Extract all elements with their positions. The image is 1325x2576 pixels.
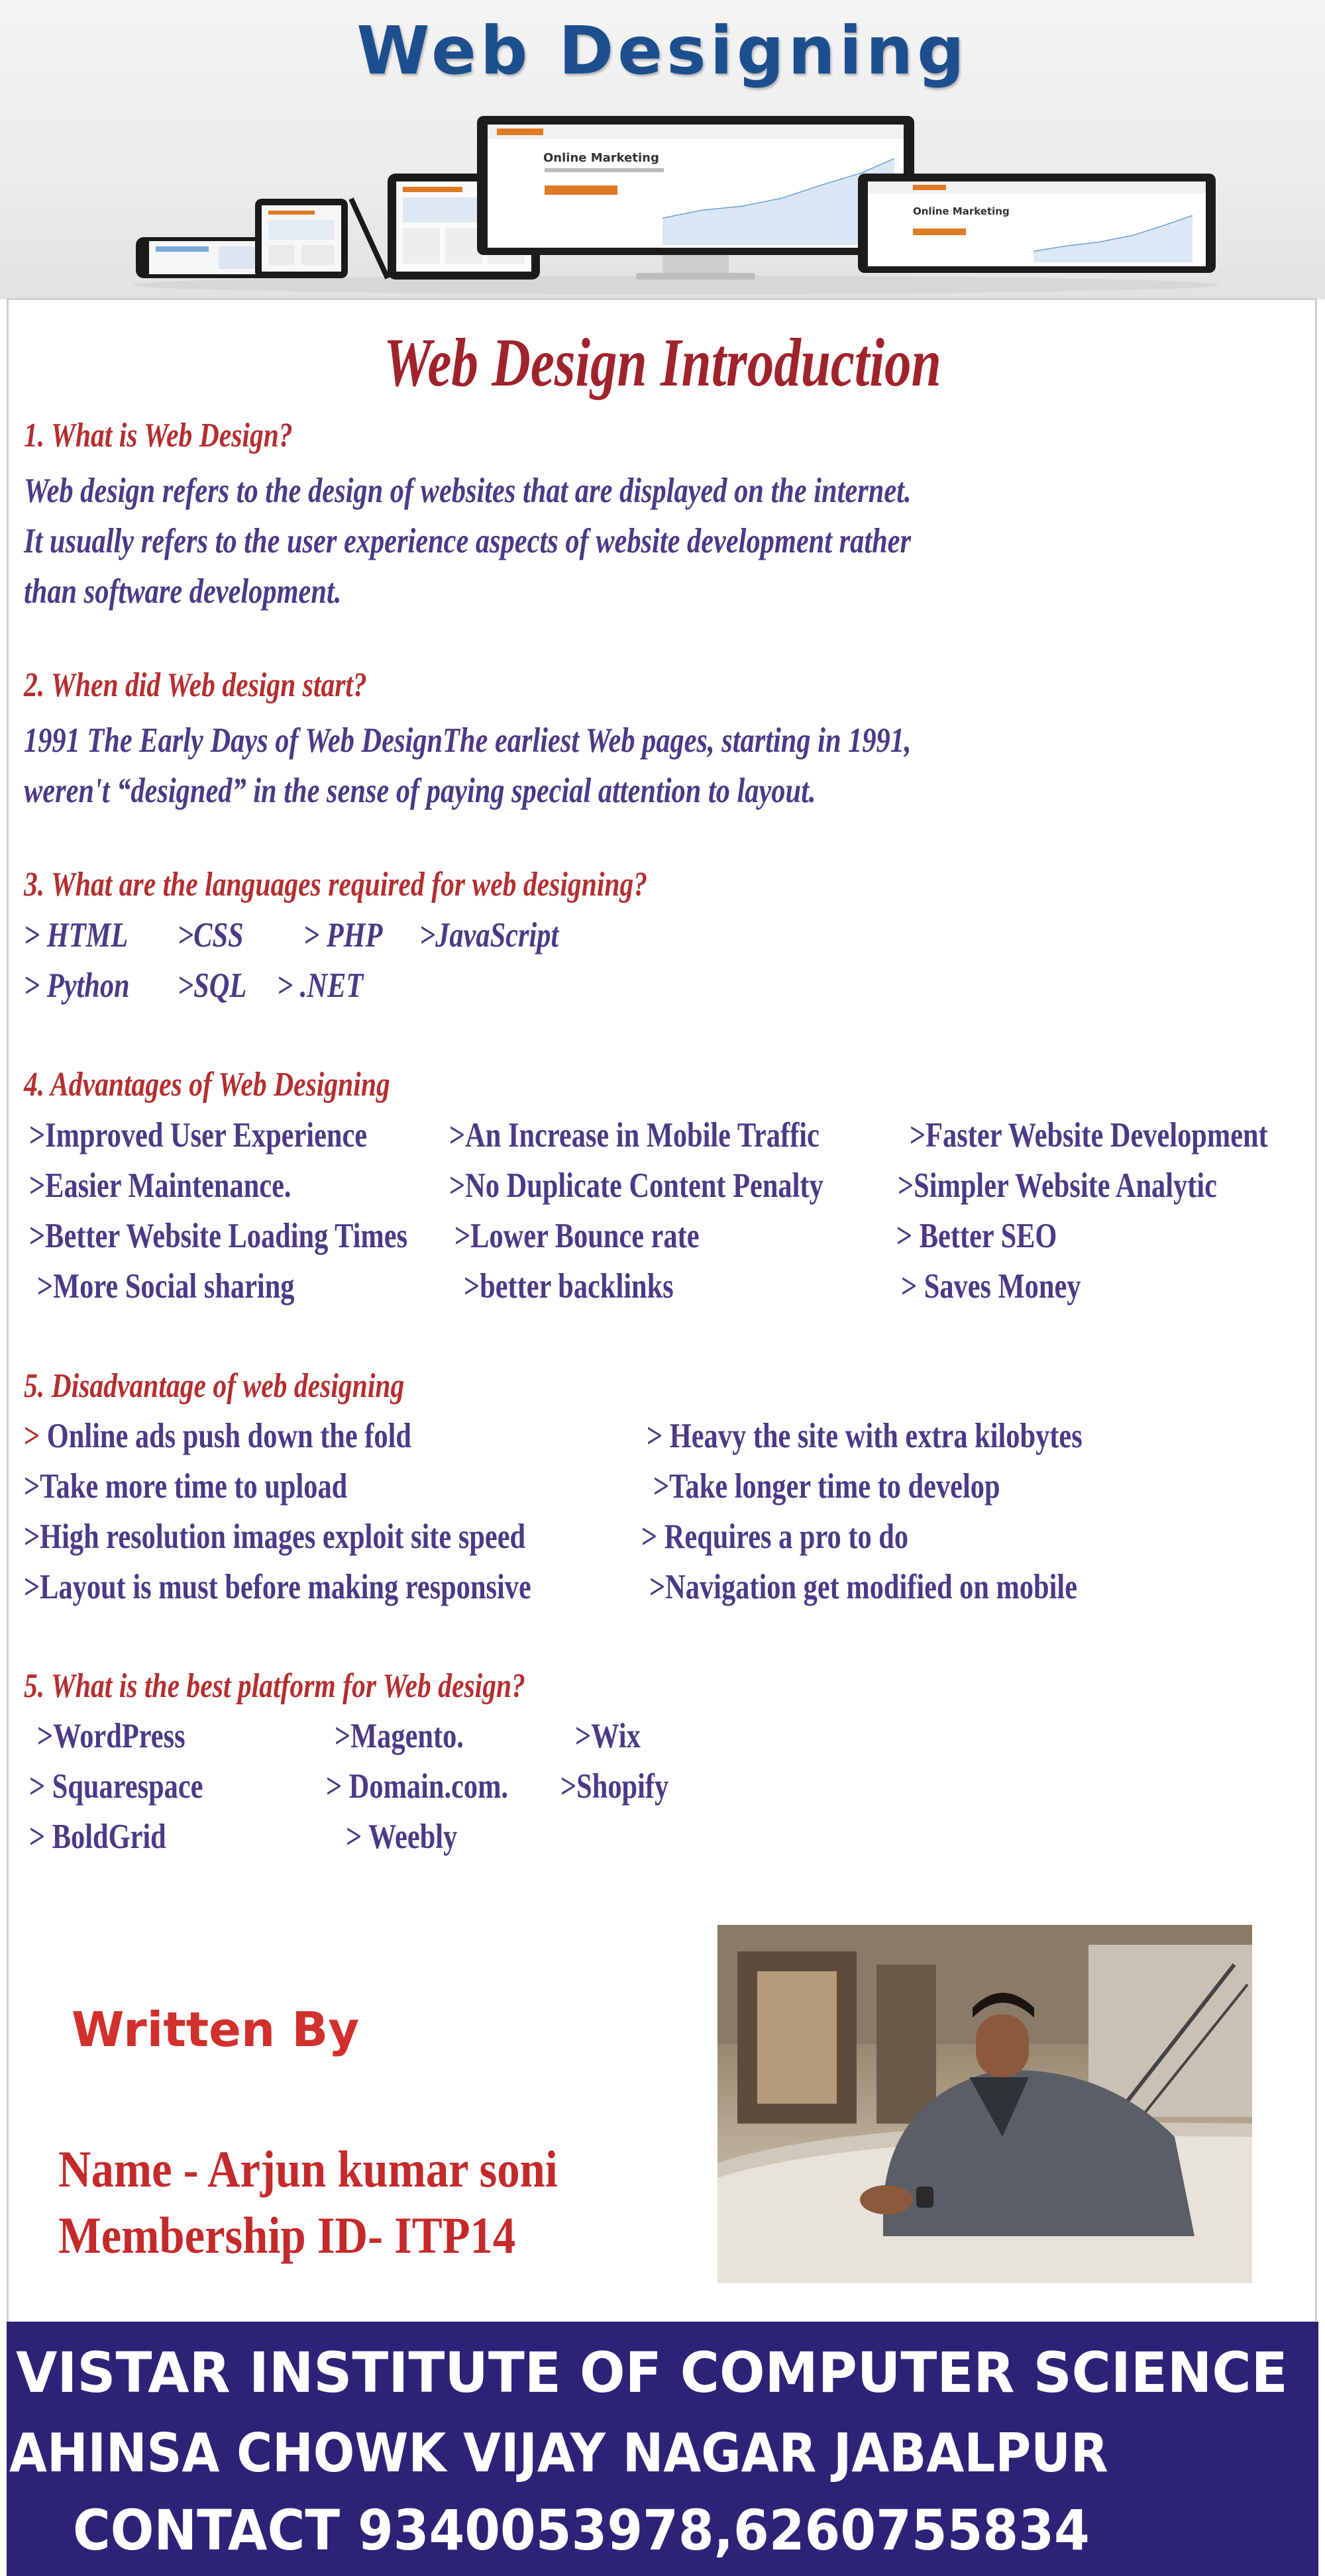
document-title: Web Design Introduction <box>384 325 941 401</box>
list-item: > Requires a pro to do <box>641 1518 909 1556</box>
question-advantages: 4. Advantages of Web Designing <box>24 1066 390 1104</box>
laptop-screen-heading: Online Marketing <box>913 205 1010 217</box>
question-when-did-web-design-start: 2. When did Web design start? <box>24 666 367 704</box>
list-item: >Simpler Website Analytic <box>898 1166 1217 1205</box>
list-item: > HTML <box>24 916 129 954</box>
list-item: >Faster Website Development <box>910 1116 1268 1155</box>
list-item: >Lower Bounce rate <box>454 1217 700 1255</box>
question-best-platform: 5. What is the best platform for Web design? <box>24 1667 525 1705</box>
list-item: >No Duplicate Content Penalty <box>449 1166 823 1205</box>
list-item: >Wix <box>575 1717 641 1755</box>
author-membership: Membership ID- ITP14 <box>58 2206 516 2264</box>
list-item: > Weebly <box>346 1818 458 1856</box>
list-item: >Easier Maintenance. <box>29 1166 292 1205</box>
list-item: >CSS <box>178 916 244 954</box>
question-languages: 3. What are the languages required for web designing? <box>24 866 648 903</box>
list-item: >Shopify <box>560 1767 669 1806</box>
list-item: > Domain.com. <box>326 1767 508 1806</box>
list-item: > Saves Money <box>901 1267 1081 1306</box>
list-item: >better backlinks <box>464 1267 674 1306</box>
list-item: > PHP <box>303 916 383 954</box>
author-photo-illustration <box>717 1925 1252 2283</box>
author-name: Name - Arjun kumar soni <box>58 2140 558 2198</box>
list-item: >Better Website Loading Times <box>29 1217 408 1255</box>
author-photo <box>717 1925 1252 2283</box>
institute-name: VISTAR INSTITUTE OF COMPUTER SCIENCE <box>16 2340 1288 2405</box>
banner <box>0 0 1325 299</box>
list-item <box>24 1416 411 1456</box>
list-item: >Take more time to upload <box>24 1467 348 1506</box>
answer-line: It usually refers to the user experience aspects of website development rather <box>24 522 911 560</box>
list-item: > Python <box>24 966 130 1005</box>
answer-line: 1991 The Early Days of Web DesignThe earliest Web pages, starting in 1991, <box>24 721 912 760</box>
list-item: >Take longer time to develop <box>653 1467 1000 1506</box>
institute-footer <box>7 2322 1318 2576</box>
answer-line: Web design refers to the design of websites that are displayed on the internet. <box>24 472 912 510</box>
list-item: >Magento. <box>335 1717 464 1755</box>
small-tablet-device <box>255 199 388 278</box>
list-item: >High resolution images exploit site speed <box>24 1518 526 1556</box>
list-item: > BoldGrid <box>29 1818 166 1856</box>
list-item: >SQL <box>178 966 247 1005</box>
question-what-is-web-design: 1. What is Web Design? <box>24 417 293 454</box>
institute-address: AHINSA CHOWK VIJAY NAGAR JABALPUR <box>9 2422 1108 2484</box>
answer-line: than software development. <box>24 572 342 611</box>
list-item: >More Social sharing <box>37 1267 295 1306</box>
list-item: >JavaScript <box>419 916 559 954</box>
list-item: > Better SEO <box>896 1217 1057 1255</box>
list-item: >Navigation get modified on mobile <box>649 1568 1078 1606</box>
monitor-device <box>477 116 914 280</box>
question-disadvantages: 5. Disadvantage of web designing <box>24 1367 405 1405</box>
list-item: > Squarespace <box>29 1767 203 1806</box>
screen-heading: Online Marketing <box>543 151 659 165</box>
list-item: >Improved User Experience <box>29 1116 368 1155</box>
laptop-device <box>858 174 1216 273</box>
list-item: > Heavy the site with extra kilobytes <box>647 1417 1083 1455</box>
institute-contact: CONTACT 9340053978,6260755834 <box>73 2498 1090 2563</box>
answer-line: weren't “designed” in the sense of paying special attention to layout. <box>24 772 816 810</box>
list-item: >WordPress <box>37 1717 186 1755</box>
list-item: >Layout is must before making responsive <box>24 1568 531 1606</box>
list-item: >An Increase in Mobile Traffic <box>449 1116 820 1155</box>
list-item-text: Online ads push down the fold <box>46 1417 411 1455</box>
written-by-heading: Written By <box>72 2002 360 2057</box>
banner-title: Web Designing <box>356 12 969 89</box>
bullet-marker: > <box>24 1417 47 1455</box>
list-item: > .NET <box>277 966 364 1005</box>
